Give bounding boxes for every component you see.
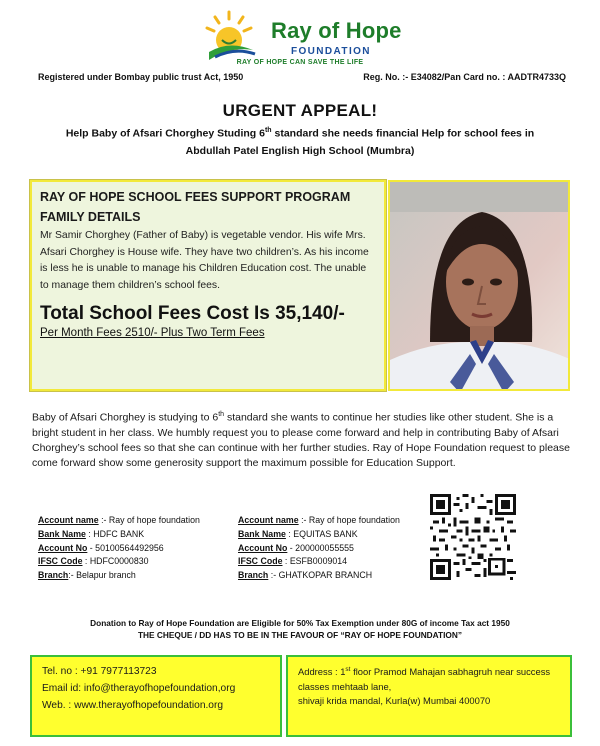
per-month-fees: Per Month Fees 2510/- Plus Two Term Fees [40, 327, 265, 339]
qr-code-icon[interactable] [430, 494, 516, 580]
cheque-favour-note: THE CHEQUE / DD HAS TO BE IN THE FAVOUR OF “RAY OF HOPE FOUNDATION” [137, 630, 463, 640]
telephone[interactable]: Tel. no : +91 7977113723 [42, 666, 157, 677]
logo-title: Ray of Hope [271, 18, 402, 43]
tagline: RAY OF HOPE CAN SAVE THE LIFE [236, 59, 364, 66]
reg-number: Reg. No. :- E34082/Pan Card no. : AADTR4733Q [363, 72, 566, 82]
student-portrait-image [390, 182, 570, 391]
bank-details-hdfc: Account name :- Ray of hope foundation Bank Name : HDFC BANK Account No - 50100564492956 IFSC Code : HDFC0000830 Branch:- Belapur branch [38, 515, 200, 581]
logo-subtitle: FOUNDATION [291, 46, 371, 57]
address-line-1: Address : 1st floor Pramod Mahajan sabhagruh near success [298, 666, 551, 678]
student-photo [388, 180, 570, 391]
family-description: Mr Samir Chorghey (Father of Baby) is vegetable vendor. His wife Mrs. Afsari Chorghey is House wife. They have two children’s. As his income is less he is unable to manage his Children Education cost. The unable to manage them children’s school fees. [40, 230, 369, 291]
website-link[interactable]: Web. : www.therayofhopefoundation.org [42, 700, 224, 711]
registration-text: Registered under Bombay public trust Act, 1950 [38, 72, 244, 82]
registration-line [38, 72, 566, 82]
bank-details-equitas: Account name :- Ray of hope foundation Bank Name : EQUITAS BANK Account No - 200000055555 IFSC Code : ESFB0009014 Branch :- GHATKOPAR BRANCH [238, 515, 400, 581]
program-title: RAY OF HOPE SCHOOL FEES SUPPORT PROGRAM [40, 190, 351, 204]
family-details-heading: FAMILY DETAILS [40, 210, 141, 224]
sun-logo-icon [205, 10, 267, 60]
address-line-3: shivaji krida mandal, Kurla(w) Mumbai 400070 [298, 695, 491, 707]
tax-exemption-note: Donation to Ray of Hope Foundation are Eligible for 50% Tax Exemption under 80G of income Tax act 1950 [90, 618, 510, 628]
contact-box [30, 655, 282, 737]
email-link[interactable]: Email id: info@therayofhopefoundation,org [42, 683, 236, 694]
appeal-title: URGENT APPEAL! [222, 101, 378, 120]
address-box [286, 655, 572, 737]
appeal-line-1: Help Baby of Afsari Chorghey Studing 6th standard she needs financial Help for school fees in [65, 127, 535, 140]
program-panel [30, 180, 386, 391]
address-line-2: classes mehtaab lane, [298, 680, 392, 692]
appeal-line-2: Abdullah Patel English High School (Mumbra) [185, 145, 415, 157]
total-fees: Total School Fees Cost Is 35,140/- [40, 303, 345, 324]
story-paragraph: Baby of Afsari Chorghey is studying to 6th standard she wants to continue her studies like other student. She is a bright student in her class. We humbly request you to please come forward and help in contributing Baby of Afsari Chorghey’s school fees so that she can continue with her further studies. Ray of Hope Foundation request to please come forward show some generosity support the maximum possible for Education Support. [32, 411, 570, 470]
